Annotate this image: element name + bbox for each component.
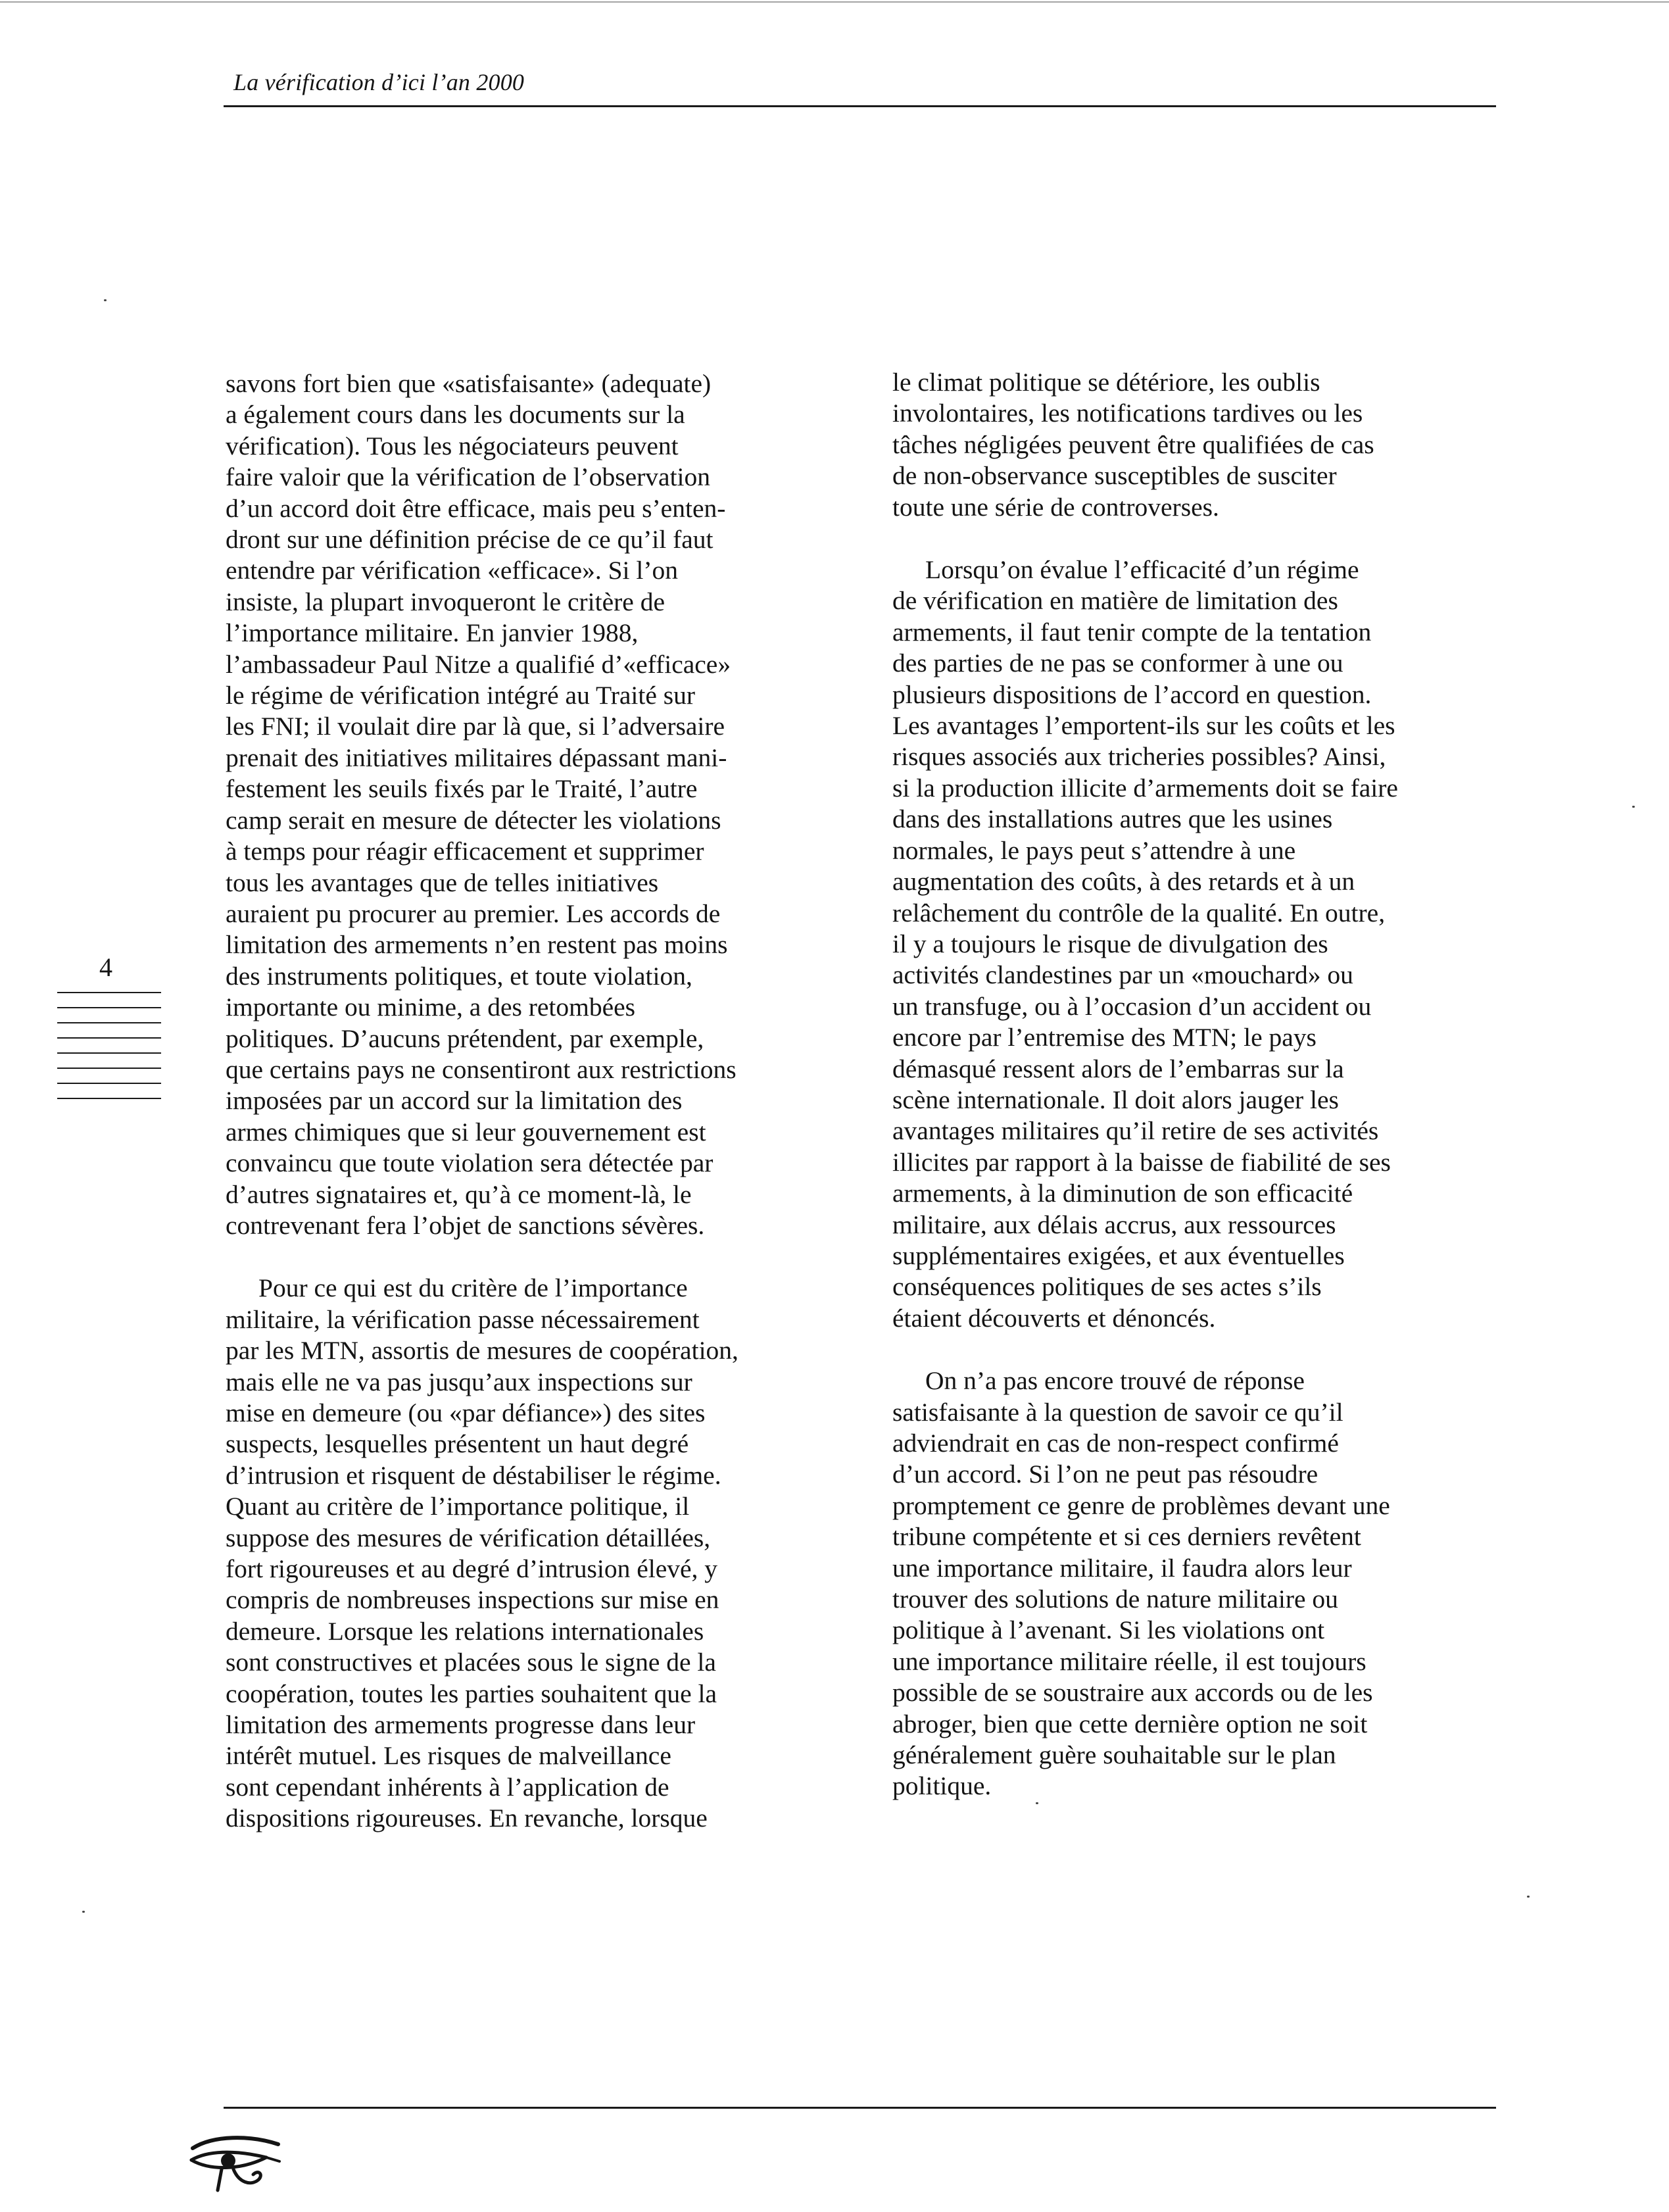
scan-speck bbox=[1036, 1802, 1038, 1804]
text-line: à temps pour réagir efficacement et supprimer bbox=[226, 837, 704, 866]
text-line: tribune compétente et si ces derniers revêtent bbox=[892, 1522, 1361, 1552]
text-line: des parties de ne pas se conformer à une ou bbox=[892, 649, 1343, 678]
text-line: trouver des solutions de nature militaire ou bbox=[892, 1585, 1338, 1614]
text-line: dront sur une définition précise de ce qu’il faut bbox=[226, 525, 714, 554]
text-line: encore par l’entremise des MTN; le pays bbox=[892, 1023, 1317, 1052]
text-line: d’intrusion et risquent de déstabiliser le régime. bbox=[226, 1460, 721, 1490]
scan-edge-line bbox=[0, 1, 1669, 3]
text-line: sont cependant inhérents à l’application de bbox=[226, 1772, 669, 1802]
text-line: limitation des armements n’en restent pas moins bbox=[226, 930, 728, 960]
text-line: suspects, lesquelles présentent un haut degré bbox=[226, 1429, 689, 1459]
text-line: Quant au critère de l’importance politique, il bbox=[226, 1492, 690, 1521]
text-line: satisfaisante à la question de savoir ce qu’il bbox=[892, 1397, 1343, 1427]
left-column bbox=[226, 368, 804, 1834]
text-line: militaire, la vérification passe nécessairement bbox=[226, 1304, 700, 1334]
text-line: politique. bbox=[892, 1771, 992, 1801]
text-line: intérêt mutuel. Les risques de malveillance bbox=[226, 1741, 671, 1771]
paragraph bbox=[892, 367, 1471, 523]
text-line: le régime de vérification intégré au Traité sur bbox=[226, 681, 696, 710]
text-line: Pour ce qui est du critère de l’importance bbox=[258, 1273, 688, 1303]
text-line: dans des installations autres que les usines bbox=[892, 804, 1333, 834]
text-line: illicites par rapport à la baisse de fiabilité de ses bbox=[892, 1147, 1391, 1177]
text-line: camp serait en mesure de détecter les violations bbox=[226, 805, 721, 835]
text-line: limitation des armements progresse dans leur bbox=[226, 1710, 696, 1740]
scan-speck bbox=[82, 1911, 85, 1913]
text-line: entendre par vérification «efficace». Si l’on bbox=[226, 556, 679, 585]
text-line: convaincu que toute violation sera détectée par bbox=[226, 1148, 714, 1178]
text-line: compris de nombreuses inspections sur mise en bbox=[226, 1585, 719, 1615]
text-line: généralement guère souhaitable sur le plan bbox=[892, 1740, 1336, 1770]
text-line: faire valoir que la vérification de l’observation bbox=[226, 462, 711, 492]
text-line: prenait des initiatives militaires dépassant mani- bbox=[226, 743, 727, 772]
text-line: d’un accord. Si l’on ne peut pas résoudre bbox=[892, 1460, 1318, 1489]
text-line: adviendrait en cas de non-respect confirmé bbox=[892, 1429, 1339, 1458]
text-line: coopération, toutes les parties souhaitent que la bbox=[226, 1679, 717, 1708]
paragraph bbox=[226, 368, 804, 1241]
text-line: contrevenant fera l’objet de sanctions sévères. bbox=[226, 1210, 705, 1240]
text-line: dispositions rigoureuses. En revanche, lorsque bbox=[226, 1804, 708, 1833]
text-line: promptement ce genre de problèmes devant une bbox=[892, 1490, 1390, 1520]
text-line: possible de se soustraire aux accords ou de les bbox=[892, 1678, 1373, 1708]
text-line: imposées par un accord sur la limitation des bbox=[226, 1086, 683, 1116]
text-line: que certains pays ne consentiront aux restrictions bbox=[226, 1054, 737, 1084]
scan-speck bbox=[1527, 1896, 1530, 1898]
text-line: suppose des mesures de vérification détaillées, bbox=[226, 1523, 711, 1552]
text-line: d’un accord doit être efficace, mais peu s’enten- bbox=[226, 493, 726, 523]
text-line: fort rigoureuses et au degré d’intrusion élevé, y bbox=[226, 1554, 718, 1584]
text-line: scène internationale. Il doit alors jauger les bbox=[892, 1085, 1339, 1114]
text-line: politiques. D’aucuns prétendent, par exemple, bbox=[226, 1023, 704, 1053]
text-line: sont constructives et placées sous le signe de la bbox=[226, 1648, 716, 1677]
paragraph bbox=[892, 1365, 1471, 1802]
text-line: insiste, la plupart invoqueront le critère de bbox=[226, 587, 665, 616]
text-line: avantages militaires qu’il retire de ses activités bbox=[892, 1116, 1379, 1146]
text-line: auraient pu procurer au premier. Les accords de bbox=[226, 898, 721, 928]
text-line: une importance militaire, il faudra alors leur bbox=[892, 1553, 1352, 1583]
scan-speck bbox=[1632, 806, 1635, 808]
text-line: militaire, aux délais accrus, aux ressources bbox=[892, 1210, 1336, 1239]
text-line: importante ou minime, a des retombées bbox=[226, 993, 636, 1022]
text-line: augmentation des coûts, à des retards et à un bbox=[892, 867, 1355, 897]
text-line: tous les avantages que de telles initiatives bbox=[226, 868, 659, 897]
text-line: savons fort bien que «satisfaisante» (adequate) bbox=[226, 369, 712, 398]
text-line: armements, à la diminution de son efficacité bbox=[892, 1179, 1353, 1208]
text-line: a également cours dans les documents sur la bbox=[226, 400, 685, 430]
text-line: si la production illicite d’armements doit se faire bbox=[892, 773, 1398, 802]
text-line: toute une série de controverses. bbox=[892, 492, 1219, 522]
text-line: risques associés aux tricheries possibles? Ainsi, bbox=[892, 742, 1386, 772]
text-line: les FNI; il voulait dire par là que, si l’adversaire bbox=[226, 712, 725, 741]
text-line: vérification). Tous les négociateurs peuvent bbox=[226, 431, 679, 460]
text-line: tâches négligées peuvent être qualifiées de cas bbox=[892, 430, 1374, 459]
text-line: par les MTN, assortis de mesures de coopération, bbox=[226, 1336, 738, 1365]
header-rule bbox=[224, 105, 1496, 107]
running-header-title: La vérification d’ici l’an 2000 bbox=[233, 69, 525, 95]
text-line: un transfuge, ou à l’occasion d’un accident ou bbox=[892, 991, 1372, 1021]
scan-speck bbox=[104, 299, 107, 301]
text-line: politique à l’avenant. Si les violations ont bbox=[892, 1615, 1325, 1645]
right-column bbox=[892, 367, 1471, 1802]
eye-of-horus-icon bbox=[187, 2131, 283, 2197]
text-line: demeure. Lorsque les relations internationales bbox=[226, 1616, 704, 1646]
text-line: festement les seuils fixés par le Traité, l’autre bbox=[226, 774, 698, 804]
text-line: relâchement du contrôle de la qualité. En outre, bbox=[892, 898, 1386, 927]
text-line: involontaires, les notifications tardives ou les bbox=[892, 399, 1363, 428]
text-line: une importance militaire réelle, il est toujours bbox=[892, 1646, 1367, 1676]
text-line: abroger, bien que cette dernière option ne soit bbox=[892, 1709, 1368, 1738]
text-line: d’autres signataires et, qu’à ce moment-là, le bbox=[226, 1179, 692, 1209]
text-line: des instruments politiques, et toute violation, bbox=[226, 961, 692, 991]
text-line: de non-observance susceptibles de susciter bbox=[892, 461, 1337, 491]
text-line: armes chimiques que si leur gouvernement est bbox=[226, 1117, 706, 1146]
text-line: conséquences politiques de ses actes s’ils bbox=[892, 1272, 1322, 1302]
text-line: Les avantages l’emportent-ils sur les coûts et les bbox=[892, 711, 1395, 741]
text-line: l’importance militaire. En janvier 1988, bbox=[226, 618, 639, 648]
footer-rule bbox=[224, 2107, 1496, 2109]
text-line: l’ambassadeur Paul Nitze a qualifié d’«efficace» bbox=[226, 649, 731, 679]
text-line: Lorsqu’on évalue l’efficacité d’un régime bbox=[925, 555, 1359, 585]
text-line: supplémentaires exigées, et aux éventuelles bbox=[892, 1241, 1345, 1270]
text-line: plusieurs dispositions de l’accord en question. bbox=[892, 679, 1372, 709]
text-line: il y a toujours le risque de divulgation des bbox=[892, 929, 1328, 958]
text-line: armements, il faut tenir compte de la tentation bbox=[892, 617, 1372, 647]
text-line: étaient découverts et dénoncés. bbox=[892, 1303, 1216, 1333]
text-line: mais elle ne va pas jusqu’aux inspections sur bbox=[226, 1367, 692, 1396]
text-line: activités clandestines par un «mouchard» ou bbox=[892, 960, 1353, 990]
margin-decoration-lines bbox=[57, 992, 161, 1113]
page-number: 4 bbox=[99, 952, 112, 982]
paragraph bbox=[892, 554, 1471, 1334]
text-line: de vérification en matière de limitation des bbox=[892, 586, 1338, 616]
text-line: démasqué ressent alors de l’embarras sur la bbox=[892, 1054, 1344, 1083]
text-line: On n’a pas encore trouvé de réponse bbox=[925, 1366, 1305, 1396]
text-line: mise en demeure (ou «par défiance») des sites bbox=[226, 1398, 706, 1427]
text-line: normales, le pays peut s’attendre à une bbox=[892, 835, 1296, 865]
text-line: le climat politique se détériore, les oublis bbox=[892, 368, 1320, 397]
paragraph bbox=[226, 1273, 804, 1834]
